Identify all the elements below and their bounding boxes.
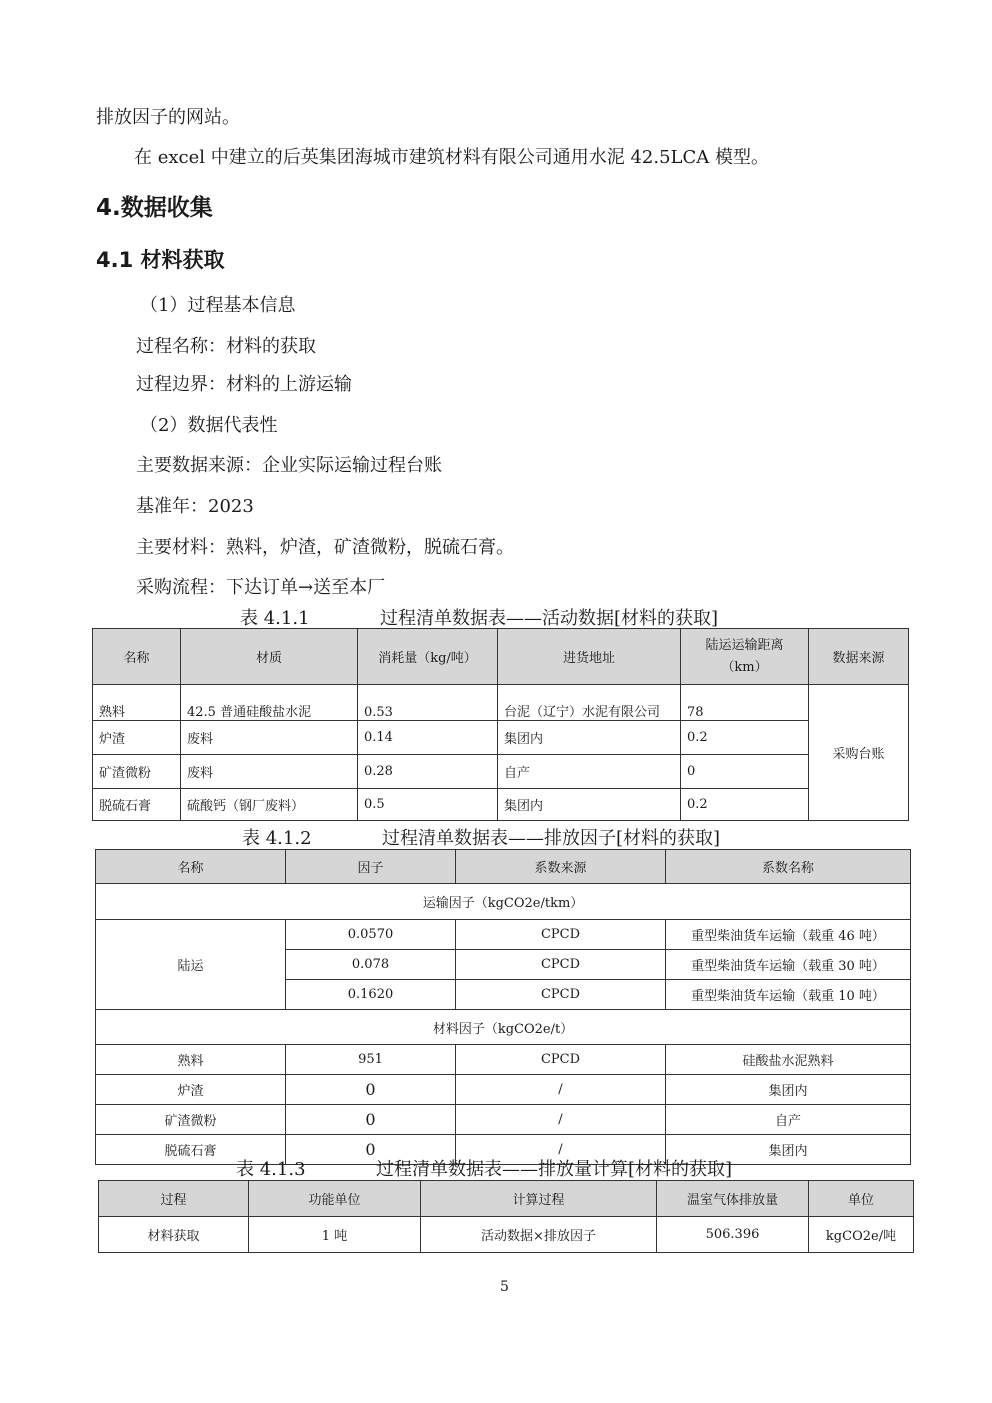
t1-header-distance: 陆运运输距离（km）: [681, 629, 809, 685]
t2-cell: /: [456, 1105, 666, 1135]
t2-cell: CPCD: [456, 1045, 666, 1075]
main-materials: 主要材料：熟料，炉渣，矿渣微粉，脱硫石膏。: [136, 537, 514, 558]
t1-cell: 42.5 普通硅酸盐水泥: [181, 685, 358, 721]
t2-cell: 0.078: [286, 950, 456, 980]
t1-cell: 熟料: [93, 685, 181, 721]
t3-header-emission-unit: 单位: [809, 1181, 914, 1217]
base-year: 基准年：2023: [136, 496, 254, 517]
t2-cell: 0: [286, 1105, 456, 1135]
t2-cell: 自产: [666, 1105, 911, 1135]
table1-caption-number: 表 4.1.1: [240, 608, 310, 629]
section-heading: 4.数据收集: [96, 195, 213, 221]
t1-cell: 0.2: [681, 789, 809, 821]
t2-cell: 炉渣: [96, 1075, 286, 1105]
paragraph-model: 在 excel 中建立的后英集团海城市建筑材料有限公司通用水泥 42.5LCA 模型。: [134, 147, 769, 168]
t1-cell: 集团内: [498, 721, 681, 755]
t3-cell: 材料获取: [99, 1217, 249, 1253]
t2-cell: CPCD: [456, 920, 666, 950]
t1-cell: 废料: [181, 755, 358, 789]
t2-cell: 硅酸盐水泥熟料: [666, 1045, 911, 1075]
t2-cell: 重型柴油货车运输（载重 10 吨）: [666, 980, 911, 1010]
t3-cell: 506.396: [657, 1217, 809, 1253]
t3-header-unit: 功能单位: [249, 1181, 421, 1217]
t2-transport-title: 运输因子（kgCO2e/tkm）: [96, 884, 911, 920]
t2-header-factor: 因子: [286, 850, 456, 884]
t2-cell: 集团内: [666, 1075, 911, 1105]
basic-info-label: （1）过程基本信息: [140, 295, 296, 316]
t2-cell: 951: [286, 1045, 456, 1075]
table3-caption-number: 表 4.1.3: [236, 1159, 306, 1180]
subsection-heading: 4.1 材料获取: [96, 248, 225, 272]
t1-cell: 0.53: [358, 685, 498, 721]
process-boundary: 过程边界：材料的上游运输: [136, 374, 352, 395]
t1-source-cell: 采购台账: [809, 685, 909, 821]
t1-cell: 0: [681, 755, 809, 789]
table2-caption: [242, 828, 720, 850]
t1-cell: 硫酸钙（钢厂废料）: [181, 789, 358, 821]
table3-caption-title: 过程清单数据表——排放量计算[材料的获取]: [376, 1159, 733, 1180]
table2-caption-number: 表 4.1.2: [242, 828, 312, 849]
t2-cell: CPCD: [456, 980, 666, 1010]
t1-header-source: 数据来源: [809, 629, 909, 685]
t3-cell: 1 吨: [249, 1217, 421, 1253]
table1-caption-title: 过程清单数据表——活动数据[材料的获取]: [380, 608, 719, 629]
t2-cell: CPCD: [456, 950, 666, 980]
t3-cell: kgCO2e/吨: [809, 1217, 914, 1253]
paragraph-continuation: 排放因子的网站。: [96, 107, 240, 128]
table1-caption: [240, 608, 718, 630]
page-number: 5: [500, 1279, 509, 1295]
table3-caption: [236, 1159, 732, 1181]
t1-header-material: 材质: [181, 629, 358, 685]
t1-cell: 矿渣微粉: [93, 755, 181, 789]
table2-caption-title: 过程清单数据表——排放因子[材料的获取]: [382, 828, 721, 849]
procurement-process: 采购流程：下达订单→送至本厂: [136, 577, 386, 598]
t1-cell: 脱硫石膏: [93, 789, 181, 821]
t1-cell: 0.14: [358, 721, 498, 755]
t2-cell: 脱硫石膏: [96, 1135, 286, 1165]
t1-cell: 0.2: [681, 721, 809, 755]
t2-cell: /: [456, 1135, 666, 1165]
t2-cell: 0.1620: [286, 980, 456, 1010]
t2-transport-name: 陆运: [96, 920, 286, 1010]
t1-header-name: 名称: [93, 629, 181, 685]
t2-material-title: 材料因子（kgCO2e/t）: [96, 1010, 911, 1045]
t2-cell: /: [456, 1075, 666, 1105]
t2-cell: 矿渣微粉: [96, 1105, 286, 1135]
data-source: 主要数据来源：企业实际运输过程台账: [136, 455, 442, 476]
t3-cell: 活动数据×排放因子: [421, 1217, 657, 1253]
t1-cell: 0.28: [358, 755, 498, 789]
emission-factor-table: [95, 849, 911, 1165]
t2-cell: 重型柴油货车运输（载重 46 吨）: [666, 920, 911, 950]
t2-header-coef-source: 系数来源: [456, 850, 666, 884]
t1-header-address: 进货地址: [498, 629, 681, 685]
process-name: 过程名称：材料的获取: [136, 336, 316, 357]
t3-header-calc: 计算过程: [421, 1181, 657, 1217]
t1-cell: 炉渣: [93, 721, 181, 755]
t1-cell: 集团内: [498, 789, 681, 821]
t1-cell: 废料: [181, 721, 358, 755]
representativeness-label: （2）数据代表性: [140, 415, 278, 436]
t3-header-emission: 温室气体排放量: [657, 1181, 809, 1217]
t2-cell: 集团内: [666, 1135, 911, 1165]
t1-cell: 0.5: [358, 789, 498, 821]
t2-cell: 熟料: [96, 1045, 286, 1075]
activity-data-table: [92, 628, 909, 821]
t2-header-coef-name: 系数名称: [666, 850, 911, 884]
t1-cell: 自产: [498, 755, 681, 789]
t3-header-process: 过程: [99, 1181, 249, 1217]
t1-cell: 78: [681, 685, 809, 721]
t2-cell: 0: [286, 1135, 456, 1165]
t2-header-name: 名称: [96, 850, 286, 884]
emission-calc-table: [98, 1180, 914, 1253]
t2-cell: 0: [286, 1075, 456, 1105]
t1-header-consumption: 消耗量（kg/吨）: [358, 629, 498, 685]
t1-cell: 台泥（辽宁）水泥有限公司: [498, 685, 681, 721]
t2-cell: 0.0570: [286, 920, 456, 950]
t2-cell: 重型柴油货车运输（载重 30 吨）: [666, 950, 911, 980]
